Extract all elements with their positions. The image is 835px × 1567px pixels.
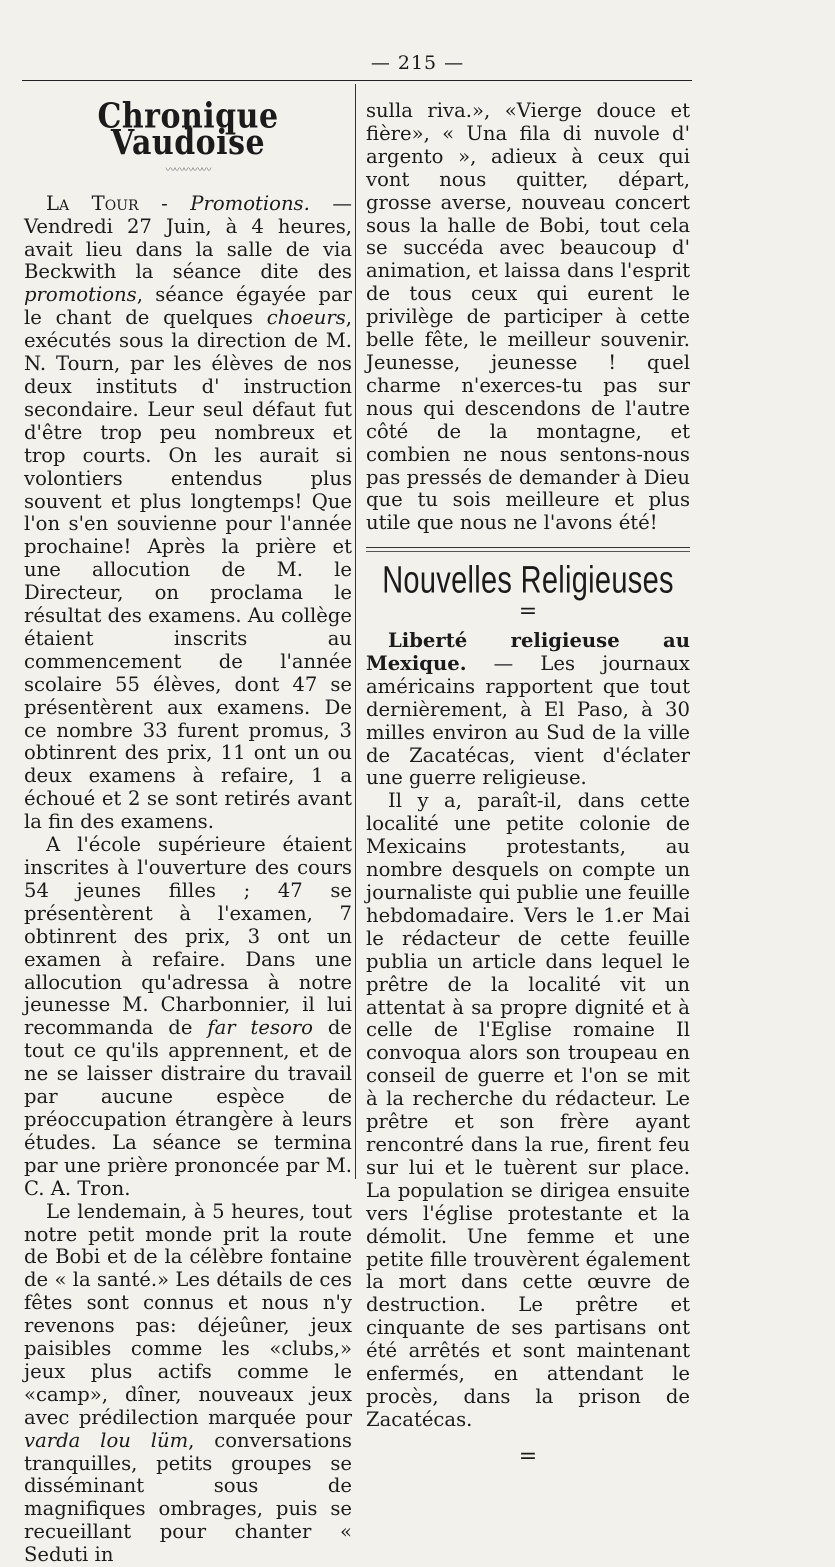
- italic-run: promotions: [24, 283, 137, 307]
- heading-ornament: 〰〰〰〰〰: [165, 164, 211, 176]
- text-run: de tout ce qu'ils apprennent, et de ne se laisser distraire du travail par aucune espèce de préoccupation étrangère à leurs études. La séance se termina par une prière prononcée par M. C. A. Tron.: [24, 1016, 352, 1200]
- column-divider: [355, 84, 356, 1179]
- text-run: Le lendemain, à 5 heures, tout notre petit monde prit la route de Bobi et de la célèbre fontaine de « la santé.» Les détails de ces fêtes sont connus et nous n'y revenons pas: déjeûner, jeux paisibles comme les «clubs,» jeux plus actifs comme le «camp», dîner, nouveaux jeux avec prédilection marquée pour: [24, 1199, 352, 1429]
- left-column: [24, 98, 352, 1567]
- section-heading-chronique: Chronique Vaudoise: [97, 96, 279, 164]
- text-run: , exécutés sous la direction de M. N. Tourn, par les élèves de nos deux instituts d' instruction secondaire. Leur seul défaut fut d'être trop peu nombreux et trop courts. On les aurait si volontiers entendus plus souvent et plus longtemps! Que l'on s'en souvienne pour l'année prochaine! Après la prière et une allocution de M. le Directeur, on proclama le résultat des examens. Au collège étaient inscrits au commencement de l'année scolaire 55 élèves, dont 47 se présentèrent aux examens. De ce nombre 33 furent promus, 3 obtinrent des prix, 11 ont un ou deux examens à refaire, 1 a échoué et 2 se sont retirés avant la fin des examens.: [24, 306, 352, 834]
- text-run: — Les journaux américains rapportent que tout dernièrement, à El Paso, à 30 milles environ au Sud de la ville de Zacatécas, vient d'éclater une guerre religieuse.: [366, 651, 690, 790]
- section-divider: [366, 547, 690, 552]
- paragraph-continuation: sulla riva.», «Vierge douce et fière», « Una fila di nuvole d' argento », adieux à ceux qui vont nous quitter, départ, grosse averse, nouveau concert sous la halle de Bobi, tout cela se succéda avec beaucoup d' animation, et laissa dans l'esprit de tous ceux qui eurent le privilège de participer à cette belle fête, le meilleur souvenir. Jeunesse, jeunesse ! quel charme n'exerces-tu pas sur nous qui descendons de l'autre côté de la montagne, et combien ne nous sentons-nous pas pressés de demander à Dieu que tu sois meilleure et plus utile que nous ne l'avons été!: [366, 99, 690, 535]
- paragraph-lendemain: [24, 1201, 352, 1567]
- text-run: , séance égayée par le chant de quelques: [24, 283, 352, 330]
- paragraph-article-body: Il y a, paraît-il, dans cette localité une petite colonie de Mexicains protestants, au nombre desquels on compte un journaliste qui publie une feuille hebdomadaire. Vers le 1.er Mai le rédacteur de cette feuille publia un article dans lequel le prêtre de la localité vit un attentat à sa propre dignité et à celle de l'Eglise romaine Il convoqua alors son troupeau en conseil de guerre et l'on se mit à la recherche du rédacteur. Le prêtre et son frère ayant rencontré dans la rue, firent feu sur lui et le tuèrent sur place. La population se dirigea ensuite vers l'église protestante et la démolit. Une femme et une petite fille trouvèrent également la mort dans cette œuvre de destruction. Le prêtre et cinquante de ses partisans ont été arrêtés et sont maintenant enfermés, en attendant le procès, dans la prison de Zacatécas.: [366, 789, 690, 1431]
- paragraph-promotions: [24, 193, 352, 834]
- text-run: , conversations tranquilles, petits groupes se disséminant sous de magnifiques ombrages, puis se recueillant pour chanter « Seduti in: [24, 1428, 352, 1567]
- lead-separator: -: [138, 191, 191, 215]
- italic-run: choeurs: [266, 306, 346, 330]
- page-number: — 215 —: [370, 52, 465, 74]
- right-column: [366, 100, 690, 1475]
- italic-run: far tesoro: [207, 1016, 313, 1040]
- italic-run: varda lou lüm: [24, 1428, 189, 1452]
- lead-topic: Promotions.: [190, 191, 310, 215]
- paragraph-article-intro: [366, 630, 690, 790]
- paragraph-ecole-superieure: [24, 834, 352, 1201]
- header-rule: [22, 80, 692, 81]
- lead-place-name: La Tour: [46, 191, 139, 215]
- separator-mark-end: =: [518, 1443, 538, 1469]
- text-run: A l'école supérieure étaient inscrites à l'ouverture des cours 54 jeunes filles ; 47 se présentèrent à l'examen, 7 obtinrent des prix, 3 ont un examen à refaire. Dans une allocution qu'adressa à notre jeunesse M. Charbonnier, il lui recommanda de: [24, 833, 352, 1040]
- text-run: —Vendredi 27 Juin, à 4 heures, avait lieu dans la salle de via Beckwith la séance dite des: [24, 191, 352, 284]
- separator-mark: =: [518, 599, 538, 625]
- section-heading-nouvelles: Nouvelles Religieuses: [382, 560, 674, 602]
- article-title: Liberté religieuse au Mexique.: [366, 629, 690, 675]
